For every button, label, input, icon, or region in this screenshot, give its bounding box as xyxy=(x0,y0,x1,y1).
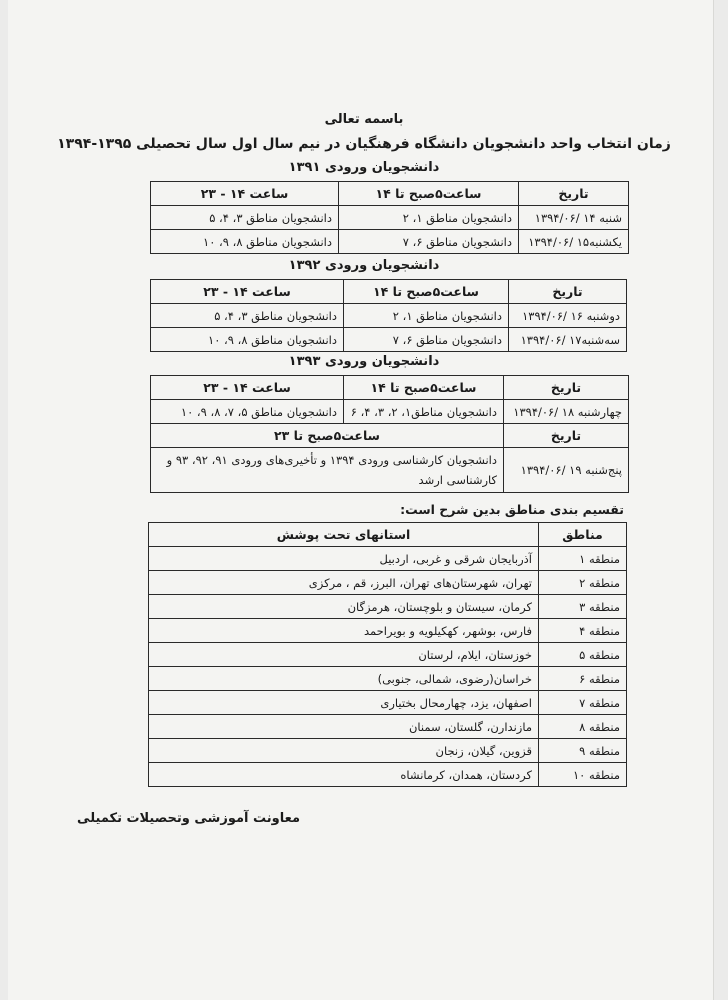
column-header-date: تاریخ xyxy=(504,424,629,448)
provinces-cell: اصفهان، یزد، چهارمحال بختیاری xyxy=(149,691,539,715)
signature-line: معاونت آموزشی وتحصیلات تکمیلی xyxy=(77,811,300,826)
table-row xyxy=(149,715,627,739)
table-row xyxy=(151,304,627,328)
table-header-row xyxy=(151,424,629,448)
region-cell: منطقه ۲ xyxy=(539,571,627,595)
fullday-cell: دانشجویان کارشناسی ورودی ۱۳۹۴ و تأخیری‌های ورودی ۹۱، ۹۲، ۹۳ و کارشناسی ارشد xyxy=(151,448,504,493)
provinces-cell: آذربایجان شرقی و غربی، اردبیل xyxy=(149,547,539,571)
column-header-region: مناطق xyxy=(539,523,627,547)
column-header-fullday: ساعت۵صبح تا ۲۳ xyxy=(151,424,504,448)
morning-cell: دانشجویان مناطق ۶، ۷ xyxy=(339,230,519,254)
table-row xyxy=(149,667,627,691)
region-cell: منطقه ۳ xyxy=(539,595,627,619)
regions-intro: تقسیم بندی مناطق بدین شرح است: xyxy=(400,502,624,517)
table-row xyxy=(149,691,627,715)
column-header-date: تاریخ xyxy=(519,182,629,206)
date-cell: یکشنبه۱۵ /۱۳۹۴/۰۶ xyxy=(519,230,629,254)
region-cell: منطقه ۸ xyxy=(539,715,627,739)
provinces-cell: قزوین، گیلان، زنجان xyxy=(149,739,539,763)
table-row xyxy=(151,448,629,493)
schedule-table-1391 xyxy=(150,181,629,254)
provinces-cell: کردستان، همدان، کرمانشاه xyxy=(149,763,539,787)
section-heading-1391: دانشجویان ورودی ۱۳۹۱ xyxy=(288,160,440,175)
column-header-date: تاریخ xyxy=(504,376,629,400)
table-row xyxy=(149,571,627,595)
column-header-evening: ساعت ۱۴ - ۲۳ xyxy=(151,280,344,304)
schedule-table-1393 xyxy=(150,375,629,493)
region-cell: منطقه ۹ xyxy=(539,739,627,763)
table-row xyxy=(151,206,629,230)
table-row xyxy=(151,230,629,254)
provinces-cell: مازندارن، گلستان، سمنان xyxy=(149,715,539,739)
evening-cell: دانشجویان مناطق ۸، ۹، ۱۰ xyxy=(151,328,344,352)
provinces-cell: کرمان، سیستان و بلوچستان، هرمزگان xyxy=(149,595,539,619)
section-heading-1393: دانشجویان ورودی ۱۳۹۳ xyxy=(288,354,440,369)
region-cell: منطقه ۶ xyxy=(539,667,627,691)
date-cell: دوشنبه ۱۶ /۱۳۹۴/۰۶ xyxy=(509,304,627,328)
provinces-cell: فارس، بوشهر، کهکیلویه و بویراحمد xyxy=(149,619,539,643)
column-header-provinces: استانهای تحت پوشش xyxy=(149,523,539,547)
provinces-cell: خوزستان، ایلام، لرستان xyxy=(149,643,539,667)
table-row xyxy=(151,400,629,424)
morning-cell: دانشجویان مناطق۱، ۲، ۳، ۴، ۶ xyxy=(344,400,504,424)
column-header-morning: ساعت۵صبح تا ۱۴ xyxy=(339,182,519,206)
column-header-morning: ساعت۵صبح تا ۱۴ xyxy=(344,280,509,304)
column-header-evening: ساعت ۱۴ - ۲۳ xyxy=(151,376,344,400)
table-row xyxy=(149,643,627,667)
morning-cell: دانشجویان مناطق ۱، ۲ xyxy=(344,304,509,328)
region-cell: منطقه ۷ xyxy=(539,691,627,715)
table-row xyxy=(149,739,627,763)
table-header-row xyxy=(151,182,629,206)
morning-cell: دانشجویان مناطق ۶، ۷ xyxy=(344,328,509,352)
provinces-cell: تهران، شهرستان‌های تهران، البرز، قم ، مرکزی xyxy=(149,571,539,595)
section-heading-1392: دانشجویان ورودی ۱۳۹۲ xyxy=(288,258,440,273)
date-cell: سه‌شنبه۱۷ /۱۳۹۴/۰۶ xyxy=(509,328,627,352)
evening-cell: دانشجویان مناطق ۸، ۹، ۱۰ xyxy=(151,230,339,254)
date-cell: شنبه ۱۴ /۱۳۹۴/۰۶ xyxy=(519,206,629,230)
region-cell: منطقه ۱ xyxy=(539,547,627,571)
table-row xyxy=(149,763,627,787)
evening-cell: دانشجویان مناطق ۵، ۷، ۸، ۹، ۱۰ xyxy=(151,400,344,424)
bismillah: باسمه تعالی xyxy=(324,112,404,127)
table-row xyxy=(149,595,627,619)
page-title: زمان انتخاب واحد دانشجویان دانشگاه فرهنگیان در نیم سال اول سال تحصیلی ۱۳۹۵-۱۳۹۴ xyxy=(57,136,671,152)
region-cell: منطقه ۱۰ xyxy=(539,763,627,787)
region-cell: منطقه ۴ xyxy=(539,619,627,643)
region-cell: منطقه ۵ xyxy=(539,643,627,667)
date-cell: چهارشنبه ۱۸ /۱۳۹۴/۰۶ xyxy=(504,400,629,424)
column-header-date: تاریخ xyxy=(509,280,627,304)
table-row xyxy=(149,547,627,571)
evening-cell: دانشجویان مناطق ۳، ۴، ۵ xyxy=(151,206,339,230)
table-header-row xyxy=(151,280,627,304)
table-header-row xyxy=(151,376,629,400)
table-row xyxy=(151,328,627,352)
table-row xyxy=(149,619,627,643)
column-header-morning: ساعت۵صبح تا ۱۴ xyxy=(344,376,504,400)
evening-cell: دانشجویان مناطق ۳، ۴، ۵ xyxy=(151,304,344,328)
regions-table xyxy=(148,522,627,787)
column-header-evening: ساعت ۱۴ - ۲۳ xyxy=(151,182,339,206)
provinces-cell: خراسان(رضوی، شمالی، جنوبی) xyxy=(149,667,539,691)
table-header-row xyxy=(149,523,627,547)
schedule-table-1392 xyxy=(150,279,627,352)
date-cell: پنج‌شنبه ۱۹ /۱۳۹۴/۰۶ xyxy=(504,448,629,493)
morning-cell: دانشجویان مناطق ۱، ۲ xyxy=(339,206,519,230)
